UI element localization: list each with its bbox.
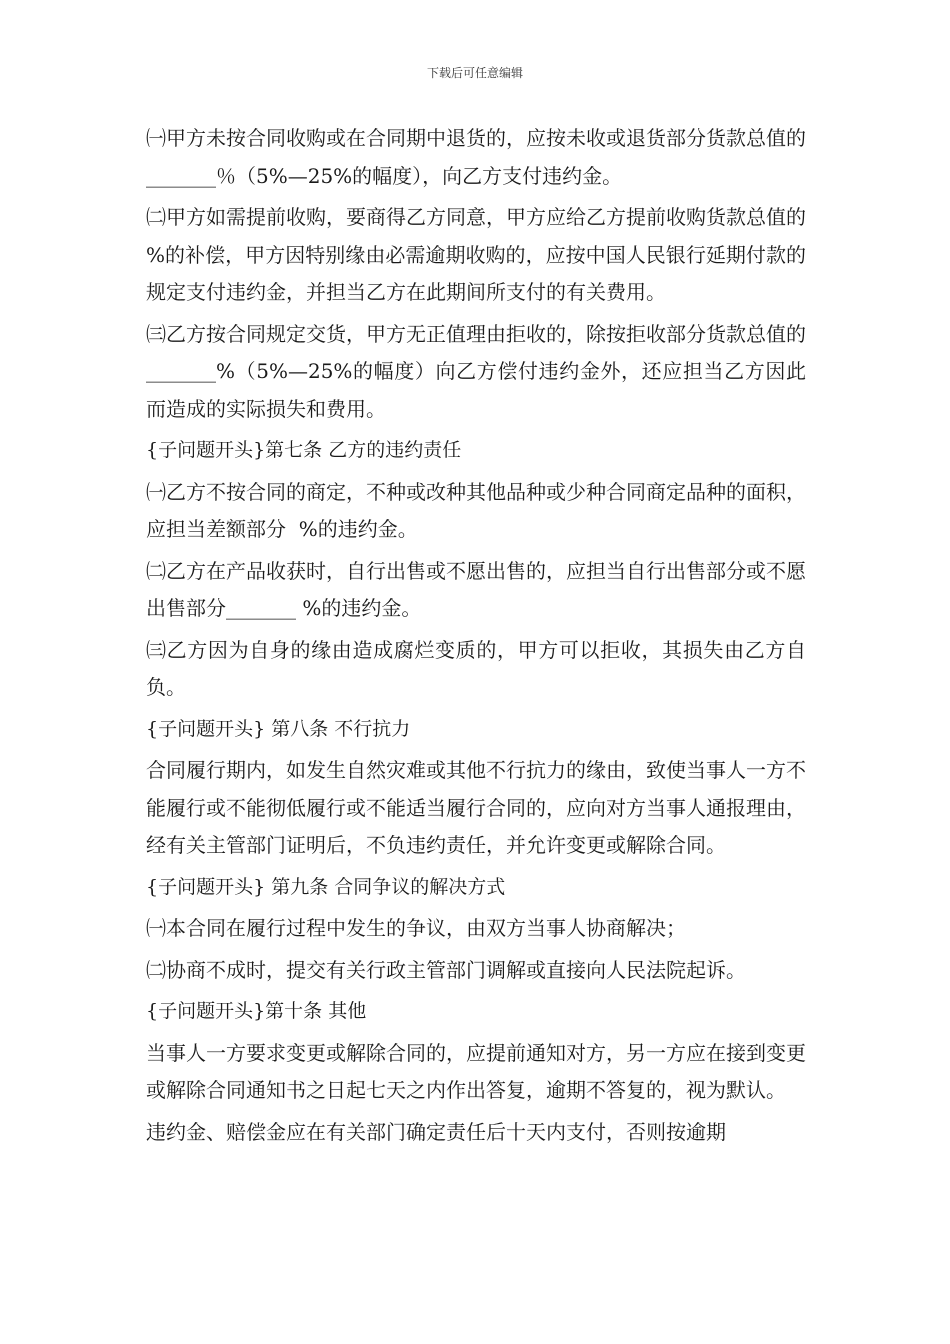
clause-paragraph: ㈠乙方不按合同的商定，不种或改种其他品种或少种合同商定品种的面积，应担当差额部分 %的违约金。 bbox=[146, 479, 806, 541]
clause-paragraph: ㈢乙方按合同规定交货，甲方无正值理由拒收的，除按拒收部分货款总值的 _______%（5%—25%的幅度）向乙方偿付违约金外，还应担当乙方因此而造成的实际损失和费用。 bbox=[146, 321, 826, 421]
page-header-note: 下载后可任意编辑 bbox=[426, 66, 523, 80]
clause-paragraph: 违约金、赔偿金应在有关部门确定责任后十天内支付，否则按逾期 bbox=[146, 1119, 726, 1144]
section-heading: {子问题开头}第七条 乙方的违约责任 bbox=[146, 439, 462, 461]
document-body bbox=[146, 120, 826, 1155]
clause-paragraph: ㈡甲方如需提前收购，要商得乙方同意，甲方应给乙方提前收购货款总值的 %的补偿，甲方因特别缘由必需逾期收购的，应按中国人民银行延期付款的规定支付违约金，并担当乙方在此期间所支付的有关费用。 bbox=[146, 205, 819, 304]
section-heading: {子问题开头}第十条 其他 bbox=[146, 1000, 367, 1022]
section-heading: {子问题开头} 第九条 合同争议的解决方式 bbox=[146, 875, 506, 898]
clause-paragraph: ㈢乙方因为自身的缘由造成腐烂变质的，甲方可以拒收，其损失由乙方自负。 bbox=[146, 637, 806, 699]
clause-paragraph: ㈠甲方未按合同收购或在合同期中退货的，应按未收或退货部分货款总值的 _______％（5%—25%的幅度），向乙方支付违约金。 bbox=[146, 126, 813, 188]
clause-paragraph: ㈠本合同在履行过程中发生的争议，由双方当事人协商解决； bbox=[146, 916, 686, 940]
section-heading: {子问题开头} 第八条 不行抗力 bbox=[146, 717, 411, 740]
clause-paragraph: 当事人一方要求变更或解除合同的，应提前通知对方，另一方应在接到变更或解除合同通知书之日起七天之内作出答复，逾期不答复的，视为默认。 bbox=[146, 1040, 806, 1102]
clause-paragraph: ㈡协商不成时，提交有关行政主管部门调解或直接向人民法院起诉。 bbox=[146, 957, 746, 982]
clause-paragraph: 合同履行期内，如发生自然灾难或其他不行抗力的缘由，致使当事人一方不能履行或不能彻低履行或不能适当履行合同的，应向对方当事人通报理由，经有关主管部门证明后，不负违约责任，并允许变更或解除合同。 bbox=[146, 758, 806, 857]
clause-paragraph: ㈡乙方在产品收获时，自行出售或不愿出售的，应担当自行出售部分或不愿出售部分_______ %的违约金。 bbox=[146, 558, 806, 620]
